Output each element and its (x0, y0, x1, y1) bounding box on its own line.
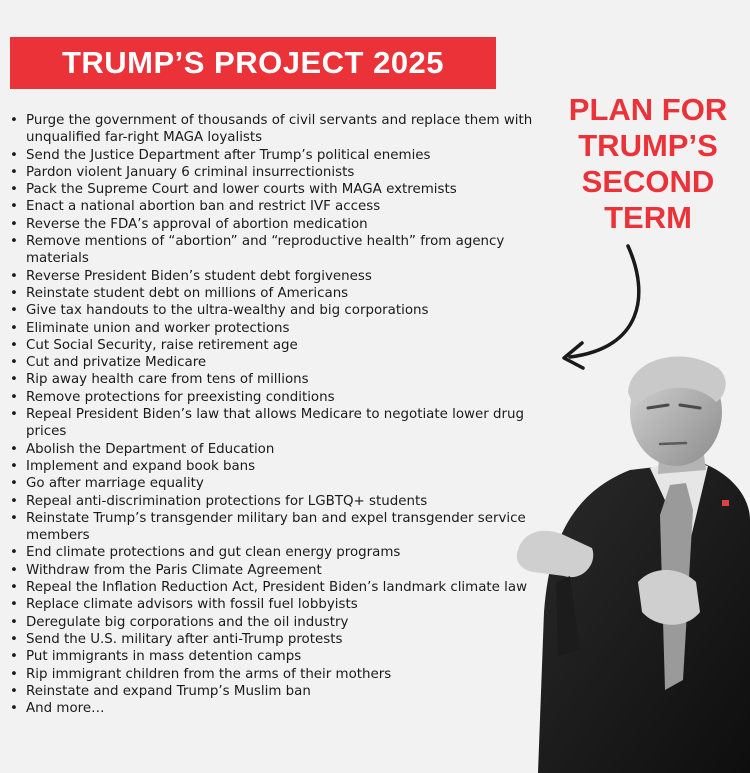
bullet-icon: • (10, 614, 18, 630)
bullet-icon: • (10, 285, 18, 301)
list-item-text: And more… (26, 701, 105, 717)
list-item-text: Reverse the FDA’s approval of abortion medication (26, 216, 368, 232)
list-item (8, 648, 538, 665)
list-item (8, 614, 538, 631)
list-item (8, 389, 538, 406)
bullet-icon: • (10, 234, 18, 250)
bullet-icon: • (10, 510, 18, 526)
callout-line: TRUMP’S (578, 128, 718, 163)
portrait-photo (510, 350, 750, 773)
bullet-icon: • (10, 597, 18, 613)
list-item-text: Enact a national abortion ban and restrict IVF access (26, 199, 381, 215)
list-item (8, 181, 538, 198)
list-item-text: Eliminate union and worker protections (26, 320, 290, 336)
bullet-icon: • (10, 337, 18, 353)
list-item (8, 458, 538, 475)
list-item-text: Abolish the Department of Education (26, 441, 275, 457)
list-item (8, 147, 538, 164)
bullet-icon: • (10, 701, 18, 717)
bullet-icon: • (10, 441, 18, 457)
bullet-icon: • (10, 580, 18, 596)
bullet-icon: • (10, 476, 18, 492)
list-item-text: Put immigrants in mass detention camps (26, 649, 302, 665)
bullet-icon: • (10, 320, 18, 336)
list-item (8, 164, 538, 181)
bullet-icon: • (10, 113, 18, 128)
list-item-text: Rip immigrant children from the arms of their mothers (26, 666, 392, 682)
title-banner (10, 37, 496, 89)
list-item-text: Repeal anti-discrimination protections for LGBTQ+ students (26, 493, 428, 509)
bullet-icon: • (10, 683, 18, 699)
list-item-text: Purge the government of thousands of civil servants and replace them with unqualified far-right MAGA loyalists (26, 113, 533, 146)
callout-line: TERM (604, 200, 692, 235)
list-item (8, 700, 538, 717)
bullet-icon: • (10, 666, 18, 682)
list-item (8, 666, 538, 683)
list-item (8, 510, 538, 545)
list-item (8, 285, 538, 302)
list-item (8, 268, 538, 285)
list-item-text: Repeal President Biden’s law that allows Medicare to negotiate lower drug prices (26, 407, 524, 440)
bullet-icon: • (10, 389, 18, 405)
list-item (8, 320, 538, 337)
list-item (8, 371, 538, 388)
list-item (8, 562, 538, 579)
list-item (8, 112, 538, 147)
bullet-icon: • (10, 216, 18, 232)
list-item (8, 441, 538, 458)
list-item-text: Reverse President Biden’s student debt forgiveness (26, 268, 372, 284)
bullet-icon: • (10, 458, 18, 474)
callout-line: PLAN FOR (568, 92, 728, 127)
bullet-icon: • (10, 268, 18, 284)
list-item-text: Cut and privatize Medicare (26, 355, 207, 371)
list-item (8, 596, 538, 613)
list-item-text: Cut Social Security, raise retirement age (26, 337, 298, 353)
bullet-icon: • (10, 631, 18, 647)
list-item (8, 302, 538, 319)
list-item (8, 493, 538, 510)
list-item-text: Reinstate Trump’s transgender military ban and expel transgender service members (26, 510, 526, 544)
bullet-icon: • (10, 649, 18, 665)
bullet-icon: • (10, 493, 18, 509)
list-item-text: Reinstate student debt on millions of Americans (26, 285, 349, 301)
list-item-text: End climate protections and gut clean energy programs (26, 545, 401, 561)
bullet-icon: • (10, 355, 18, 371)
list-item (8, 631, 538, 648)
bullet-icon: • (10, 407, 18, 423)
list-item-text: Replace climate advisors with fossil fuel lobbyists (26, 597, 358, 613)
bullet-icon: • (10, 199, 18, 215)
bullet-icon: • (10, 545, 18, 561)
list-item-text: Rip away health care from tens of millions (26, 372, 309, 388)
page-title: TRUMP’S PROJECT 2025 (61, 45, 445, 80)
list-item-text: Send the U.S. military after anti-Trump protests (26, 631, 343, 647)
list-item-text: Implement and expand book bans (26, 458, 256, 474)
list-item-text: Pack the Supreme Court and lower courts with MAGA extremists (26, 182, 457, 198)
plan-callout (548, 92, 748, 236)
list-item-text: Remove mentions of “abortion” and “reproductive health” from agency materials (26, 234, 505, 267)
list-item (8, 579, 538, 596)
bullet-icon: • (10, 372, 18, 388)
list-item-text: Pardon violent January 6 criminal insurrectionists (26, 164, 355, 180)
list-item (8, 354, 538, 371)
list-item-text: Repeal the Inflation Reduction Act, President Biden’s landmark climate law (26, 580, 528, 596)
list-item-text: Send the Justice Department after Trump’s political enemies (26, 147, 431, 163)
list-item (8, 337, 538, 354)
list-item (8, 406, 538, 441)
plan-list (8, 112, 538, 717)
list-item (8, 544, 538, 561)
list-item (8, 475, 538, 492)
bullet-icon: • (10, 147, 18, 163)
list-item-text: Remove protections for preexisting conditions (26, 389, 335, 405)
bullet-icon: • (10, 562, 18, 578)
list-item (8, 216, 538, 233)
list-item (8, 683, 538, 700)
bullet-icon: • (10, 303, 18, 319)
bullet-icon: • (10, 164, 18, 180)
list-item-text: Go after marriage equality (26, 476, 204, 492)
list-item-text: Give tax handouts to the ultra-wealthy and big corporations (26, 303, 429, 319)
list-item-text: Deregulate big corporations and the oil industry (26, 614, 349, 630)
list-item-text: Reinstate and expand Trump’s Muslim ban (26, 683, 311, 699)
bullet-icon: • (10, 182, 18, 198)
callout-line: SECOND (581, 164, 715, 199)
list-item (8, 233, 538, 268)
list-item (8, 198, 538, 215)
list-item-text: Withdraw from the Paris Climate Agreement (26, 562, 322, 578)
